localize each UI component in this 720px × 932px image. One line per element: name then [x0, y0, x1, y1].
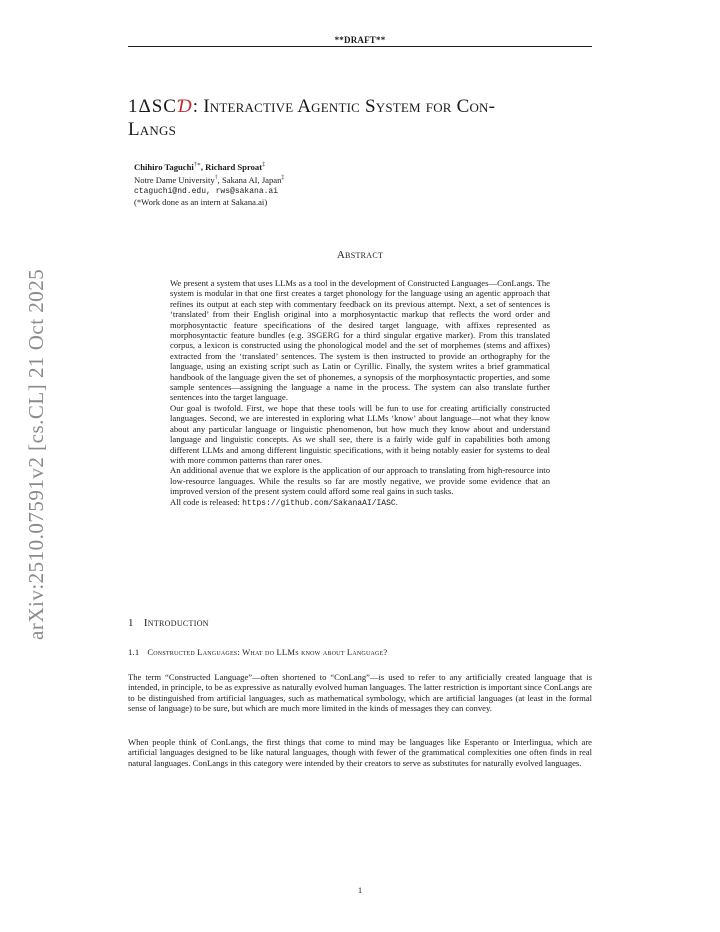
- body-text: The term “Constructed Language”—often shortened to “ConLang”—is used to refer to any artificially created language that is intended, in principle, to be as expressive as naturally evolved human languages. The latter restriction is important since ConLangs are to be distinguished from artificial languages, such as mathematical symbology, which are artificial languages (at least in the formal sense of language) to be sure, but which are much more limited in the kinds of messages they can convey.: [128, 672, 592, 713]
- abstract-paragraph: An additional avenue that we explore is the application of our approach to translating from high-resource into low-resource languages. While the results so far are mostly negative, we provide some evidence that an improved version of the present system could afford some real gains in such tasks.: [170, 465, 550, 497]
- code-release-text: All code is released:: [170, 496, 243, 507]
- body-paragraph: [128, 672, 592, 713]
- author-emails: ctaguchi@nd.edu, rws@sakana.ai: [134, 186, 279, 196]
- author-1-sup: †∗: [193, 162, 201, 168]
- iasc-logo: [128, 96, 193, 117]
- body-text: When people think of ConLangs, the first things that come to mind may be languages like Esperanto or Interlingua, which are artificial languages designed to be like natural languages, though with fewer of the grammatical complexities one often finds in real natural languages. ConLangs in this category were intended by their creators to serve as substitutes for naturally evolved languages.: [128, 737, 592, 768]
- abstract-body: [170, 278, 550, 509]
- code-release-suffix: .: [395, 496, 398, 507]
- section-heading: [128, 617, 209, 629]
- author-block: [134, 160, 284, 208]
- author-note: (*Work done as an intern at Sakana.ai): [134, 196, 268, 207]
- abstract-heading: Abstract: [336, 249, 384, 261]
- abstract-paragraph: We present a system that uses LLMs as a tool in the development of Constructed Languages—ConLangs. The system is modular in that one first creates a target phonology for the language using an agentic approach that refines its output at each step with commentary feedback on its previous attempt. Next, a set of sentences is ‘translated’ from their English original into a morphosyntactic markup that reflects the word order and morphosyntactic feature specifications of the desired target language, with affixes represented as morphosyntactic feature bundles (e.g. 3SGERG for a third singular ergative marker). From this translated corpus, a lexicon is constructed using the phonological model and the set of morphemes (stems and affixes) extracted from the ‘translated’ sentences. The system is then instructed to provide an orthography for the language, using an existing script such as Latin or Cyrillic. Finally, the system writes a brief grammatical handbook of the language given the set of phonemes, a synopsis of the morphosyntactic properties, and some sample sentences—assigning the language a name in the process. The system can also translate further sentences into the target language.: [170, 278, 550, 403]
- page-number: 1: [357, 885, 363, 895]
- body-paragraph: [128, 737, 592, 768]
- author-1: Chihiro Taguchi: [134, 161, 194, 172]
- title-text: : Interactive Agentic System for Con-: [192, 96, 496, 117]
- subsection-number: 1.1: [128, 647, 140, 657]
- abstract-paragraph: Our goal is twofold. First, we hope that these tools will be fun to use for creating artificially constructed languages. Second, we are interested in exploring what LLMs ‘know’ about language—not what they know about any particular language or linguistic phenomenon, but how much they know about and understand language and linguistic concepts. As we shall see, there is a fairly wide gulf in capabilities both among different LLMs and among different linguistic specifications, with it being notably easier for systems to deal with more common patterns than rarer ones.: [170, 402, 550, 465]
- draft-header: **DRAFT**: [334, 35, 386, 45]
- author-2: , Richard Sproat: [200, 161, 263, 172]
- affiliations: [134, 173, 284, 186]
- header-rule: [128, 46, 592, 47]
- paper-title: [128, 95, 598, 141]
- affil-2-sup: ‡: [281, 174, 285, 181]
- section-number: 1: [128, 617, 134, 629]
- code-url-link[interactable]: https://github.com/SakanaAI/IASC: [242, 498, 396, 508]
- affil-2: , Sakana AI, Japan: [217, 174, 282, 185]
- title-line2: Langs: [128, 119, 177, 140]
- affil-1: Notre Dame University: [134, 174, 215, 185]
- author-2-sup: ‡: [262, 162, 266, 168]
- section-title: Introduction: [143, 617, 209, 629]
- abstract-paragraph: [170, 497, 550, 509]
- affil-1-sup: †: [214, 174, 218, 181]
- subsection-title: Constructed Languages: What do LLMs know about Language?: [147, 647, 388, 657]
- author-names: [134, 160, 284, 173]
- logo-text: 1ΔSC: [128, 96, 177, 117]
- subsection-heading: [128, 647, 387, 657]
- logo-mark-icon: Ɗ: [176, 96, 193, 117]
- arxiv-stamp: arXiv:2510.07591v2 [cs.CL] 21 Oct 2025: [24, 268, 48, 640]
